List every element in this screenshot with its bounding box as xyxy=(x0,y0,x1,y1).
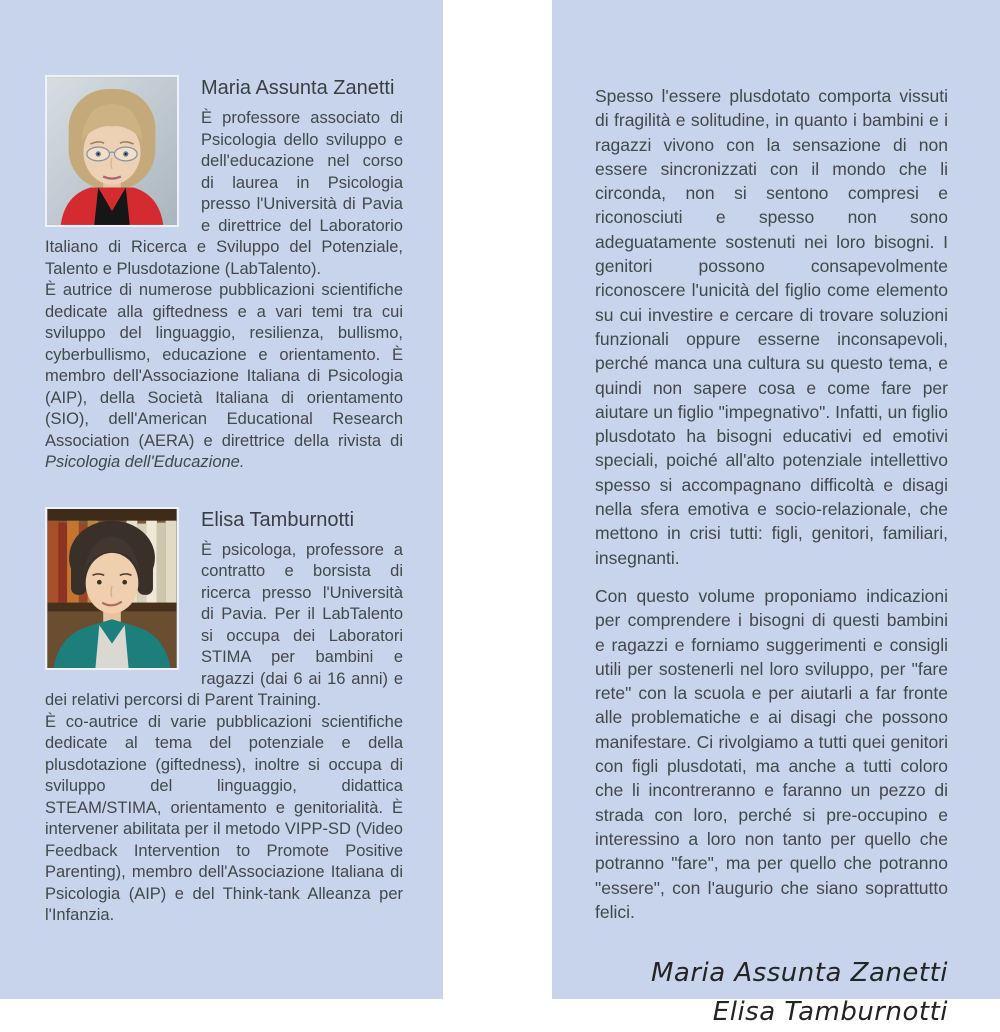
left-flap-panel xyxy=(0,0,443,999)
author-photo-zanetti xyxy=(45,75,179,227)
author-bio-tamburnotti xyxy=(45,507,403,927)
bio-tamburnotti-paragraph-1: È psicologa, professore a contratto e borsista di ricerca presso l'Università di Pavia. Per il LabTalento si occupa dei Laboratori STIMA per bambini e ragazzi (dai 6 ai 16 anni) e dei relativi percorsi di Parent Training. xyxy=(45,540,403,709)
bio-zanetti-paragraph-1: È professore associato di Psicologia dello sviluppo e dell'educazione nel corso di laurea in Psicologia presso l'Università di Pavia e direttrice del Laboratorio Italiano di Ricerca e Sviluppo del Potenziale, Talento e Plusdotazione (LabTalento). xyxy=(45,109,403,278)
author-bio-zanetti xyxy=(45,75,403,474)
bio-tamburnotti-paragraph-2: È co-autrice di varie pubblicazioni scientifiche dedicate al tema del potenziale e della plusdotazione (giftedness), inoltre si occupa di sviluppo del linguaggio, didattica STEAM/STIMA, orientamento e genitorialità. È intervener abilitata per il metodo VIPP-SD (Video Feedback Intervention to Promote Positive Parenting), membro dell'Associazione Italiana di Psicologia (AIP) e del Think-tank Alleanza per l'Infanzia. xyxy=(45,712,403,924)
flap-paragraph-1: Spesso l'essere plusdotato comporta vissuti di fragilità e solitudine, in quanto i bambini e i ragazzi vivono con la sensazione di non essere sincronizzati con il mondo che li circonda, non si sentono compresi e riconosciuti e spesso non sono adeguatamente sostenuti nei loro bisogni. I genitori possono consapevolmente riconoscere l'unicità del figlio come elemento su cui investire e cercare di trovare soluzioni funzionali oppure esserne inconsapevoli, perché manca una cultura su questo tema, e quindi non sapere cosa e come fare per aiutare un figlio "impegnativo". Infatti, un figlio plusdotato ha bisogni educativi ed emotivi speciali, poiché all'alto potenziale intellettivo spesso si accompagnano difficoltà e disagi nella sfera emotiva e socio-relazionale, che mettono in crisi tutti: figli, genitori, familiari, insegnanti. xyxy=(595,86,948,568)
bio-zanetti-paragraph-2 xyxy=(45,280,403,474)
portrait-illustration-tamburnotti xyxy=(47,509,177,668)
author-photo-tamburnotti xyxy=(45,507,179,670)
journal-title: Psicologia dell'Educazione. xyxy=(45,453,245,471)
bio-zanetti-paragraph-2-text: È autrice di numerose pubblicazioni scientifiche dedicate alla giftedness e a vari temi tra cui sviluppo del linguaggio, resilienza, bullismo, cyberbullismo, educazione e orientamento. È membro dell'Associazione Italiana di Psicologia (AIP), della Società Italiana di orientamento (SIO), dell'American Educational Research Association (AERA) e direttrice della rivista di xyxy=(45,281,403,450)
right-flap-panel xyxy=(552,0,1000,1028)
flap-paragraph-2: Con questo volume proponiamo indicazioni per comprendere i bisogni di questi bambini e ragazzi e forniamo suggerimenti e consigli utili per sostenerli nel loro sviluppo, per "fare rete" con la scuola e per aiutarli a far fronte alle problematiche e ai disagi che possono manifestare. Ci rivolgiamo a tutti quei genitori con figli plusdotati, ma anche a tutti coloro che li incontreranno e faranno un pezzo di strada con loro, perché si pre-occupino e interessino a loro non tanto per quello che potranno "fare", ma per quello che potranno "essere", con l'augurio che siano soprattutto felici. xyxy=(595,585,948,922)
portrait-illustration-zanetti xyxy=(47,77,177,225)
author-name-tamburnotti: Elisa Tamburnotti xyxy=(201,508,355,531)
author-name-zanetti: Maria Assunta Zanetti xyxy=(201,77,395,99)
signature-zanetti: Maria Assunta Zanetti xyxy=(650,958,948,989)
signature-tamburnotti: Elisa Tamburnotti xyxy=(712,997,948,1028)
author-signatures xyxy=(595,954,948,1032)
center-gutter xyxy=(443,0,552,999)
